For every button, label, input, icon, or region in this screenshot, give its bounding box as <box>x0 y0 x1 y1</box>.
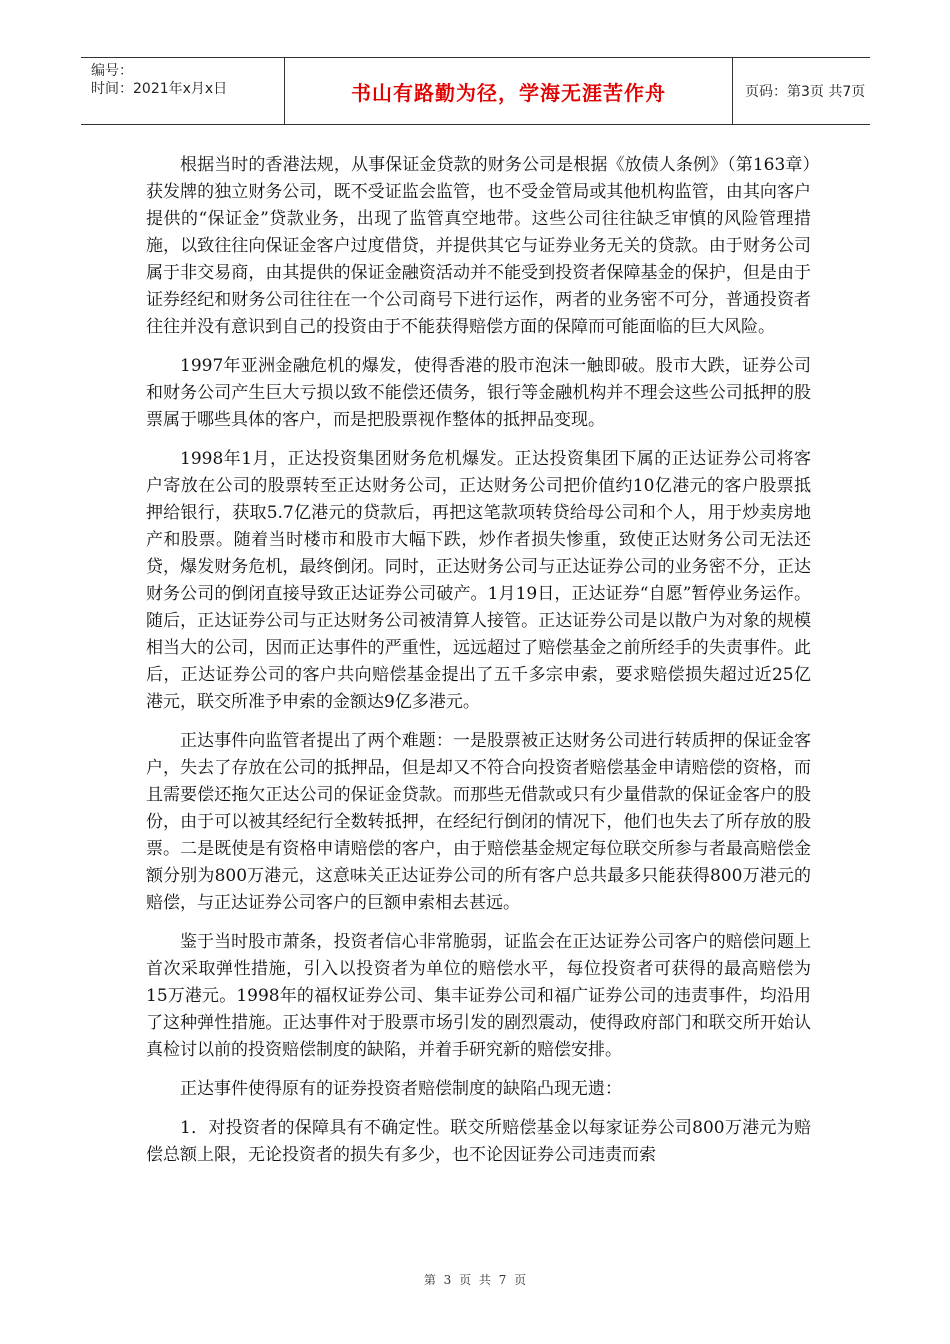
header-page-number: 页码：第3页 共7页 <box>745 84 866 100</box>
paragraph-4: 正达事件向监管者提出了两个难题：一是股票被正达财务公司进行转质押的保证金客户，失去了存放在公司的抵押品，但是却又不符合向投资者赔偿基金申请赔偿的资格，而且需要偿还拖欠正达公司的保证金贷款。而那些无借款或只有少量借款的保证金客户的股份，由于可以被其经纪行全数转抵押，在经纪行倒闭的情况下，他们也失去了所存放的股票。二是既使是有资格申请赔偿的客户，由于赔偿基金规定每位联交所参与者最高赔偿金额分别为800万港元，这意味关正达证券公司的所有客户总共最多只能获得800万港元的赔偿，与正达证券公司客户的巨额申索相去甚远。 <box>146 731 811 913</box>
paragraph-6: 正达事件使得原有的证券投资者赔偿制度的缺陷凸现无遗： <box>180 1079 622 1099</box>
header-motto: 书山有路勤为径，学海无涯苦作舟 <box>285 58 733 124</box>
document-time-label: 时间：2021年x月x日 <box>91 81 228 97</box>
paragraph-5: 鉴于当时股市萧条，投资者信心非常脆弱，证监会在正达证券公司客户的赔偿问题上首次采取弹性措施，引入以投资者为单位的赔偿水平，每位投资者可获得的最高赔偿为15万港元。1998年的福权证券公司、集丰证券公司和福广证券公司的违责事件，均沿用了这种弹性措施。正达事件对于股票市场引发的剧烈震动，使得政府部门和联交所开始认真检讨以前的投资赔偿制度的缺陷，并着手研究新的赔偿安排。 <box>146 932 811 1060</box>
paragraph-7: 1．对投资者的保障具有不确定性。联交所赔偿基金以每家证券公司800万港元为赔偿总额上限，无论投资者的损失有多少，也不论因证券公司违责而索 <box>146 1118 811 1165</box>
page-header <box>81 57 870 125</box>
document-number-label: 编号： <box>91 63 133 79</box>
paragraph-3: 1998年1月，正达投资集团财务危机爆发。正达投资集团下属的正达证券公司将客户寄放在公司的股票转至正达财务公司，正达财务公司把价值约10亿港元的客户股票抵押给银行，获取5.7亿港元的贷款后，再把这笔款项转贷给母公司和个人，用于炒卖房地产和股票。随着当时楼市和股市大幅下跌，炒作者损失惨重，致使正达财务公司无法还贷，爆发财务危机，最终倒闭。同时，正达财务公司与正达证券公司的业务密不分，正达财务公司的倒闭直接导致正达证券公司破产。1月19日，正达证券“自愿”暂停业务运作。随后，正达证券公司与正达财务公司被清算人接管。正达证券公司是以散户为对象的规模相当大的公司，因而正达事件的严重性，远远超过了赔偿基金之前所经手的失责事件。此后，正达证券公司的客户共向赔偿基金提出了五千多宗申索，要求赔偿损失超过近25亿港元，联交所准予申索的金额达9亿多港元。 <box>146 449 811 712</box>
page-footer: 第 3 页 共 7 页 <box>423 1273 527 1287</box>
header-meta <box>81 58 285 124</box>
paragraph-1: 根据当时的香港法规，从事保证金贷款的财务公司是根据《放债人条例》（第163章）获发牌的独立财务公司，既不受证监会监管，也不受金管局或其他机构监管，由其向客户提供的“保证金”贷款业务，出现了监管真空地带。这些公司往往缺乏审慎的风险管理措施，以致往往向保证金客户过度借贷，并提供其它与证券业务无关的贷款。由于财务公司属于非交易商，由其提供的保证金融资活动并不能受到投资者保障基金的保护，但是由于证券经纪和财务公司往往在一个公司商号下进行运作，两者的业务密不可分，普通投资者往往并没有意识到自己的投资由于不能获得赔偿方面的保障而可能面临的巨大风险。 <box>146 155 811 337</box>
document-body <box>146 152 811 1169</box>
paragraph-2: 1997年亚洲金融危机的爆发，使得香港的股市泡沫一触即破。股市大跌，证券公司和财务公司产生巨大亏损以致不能偿还债务，银行等金融机构并不理会这些公司抵押的股票属于哪些具体的客户，而是把股票视作整体的抵押品变现。 <box>146 356 811 430</box>
